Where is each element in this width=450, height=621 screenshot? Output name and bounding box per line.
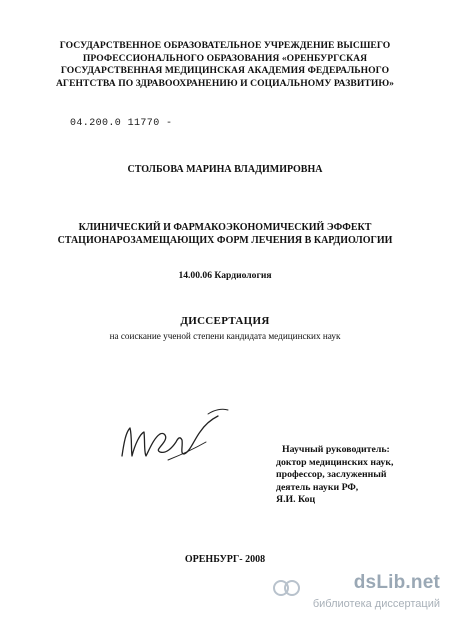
- institution-line: ГОСУДАРСТВЕННОЕ ОБРАЗОВАТЕЛЬНОЕ УЧРЕЖДЕНИЕ ВЫСШЕГО: [59, 40, 391, 51]
- thesis-title-line: СТАЦИОНАРОЗАМЕЩАЮЩИХ ФОРМ ЛЕЧЕНИЯ В КАРДИОЛОГИИ: [57, 235, 393, 246]
- dslib-logo-icon: [272, 576, 302, 600]
- institution-line: ПРОФЕССИОНАЛЬНОГО ОБРАЗОВАНИЯ «ОРЕНБУРГСКАЯ: [82, 52, 368, 64]
- institution-name: [0, 40, 450, 90]
- supervisor-line: профессор, заслуженный: [276, 469, 387, 480]
- registration-number-stamp: 04.200.0 11770 -: [70, 118, 173, 129]
- supervisor-caption: Научный руководитель:: [282, 444, 390, 455]
- watermark-brand: dsLib.net: [353, 572, 440, 593]
- city-year: ОРЕНБУРГ- 2008: [184, 554, 266, 565]
- supervisor-line: доктор медицинских наук,: [276, 456, 394, 468]
- institution-line: ГОСУДАРСТВЕННАЯ МЕДИЦИНСКАЯ АКАДЕМИЯ ФЕДЕРАЛЬНОГО: [60, 65, 390, 76]
- supervisor-block: [276, 444, 393, 507]
- supervisor-line: деятель науки РФ,: [276, 481, 359, 493]
- specialty-code: 14.00.06 Кардиология: [178, 270, 272, 281]
- supervisor-line: Я.И. Коц: [276, 494, 316, 505]
- degree-statement: на соискание ученой степени кандидата медицинских наук: [109, 331, 341, 341]
- author-name: СТОЛБОВА МАРИНА ВЛАДИМИРОВНА: [127, 164, 323, 175]
- dslib-watermark: [242, 572, 442, 616]
- thesis-title-line: КЛИНИЧЕСКИЙ И ФАРМАКОЭКОНОМИЧЕСКИЙ ЭФФЕКТ: [78, 222, 372, 233]
- document-type: ДИССЕРТАЦИЯ: [180, 315, 270, 327]
- institution-line: АГЕНТСТВА ПО ЗДРАВООХРАНЕНИЮ И СОЦИАЛЬНОМУ РАЗВИТИЮ»: [55, 77, 395, 89]
- watermark-caption: библиотека диссертаций: [312, 598, 440, 610]
- thesis-title: [0, 221, 450, 247]
- handwritten-signature: [108, 398, 258, 473]
